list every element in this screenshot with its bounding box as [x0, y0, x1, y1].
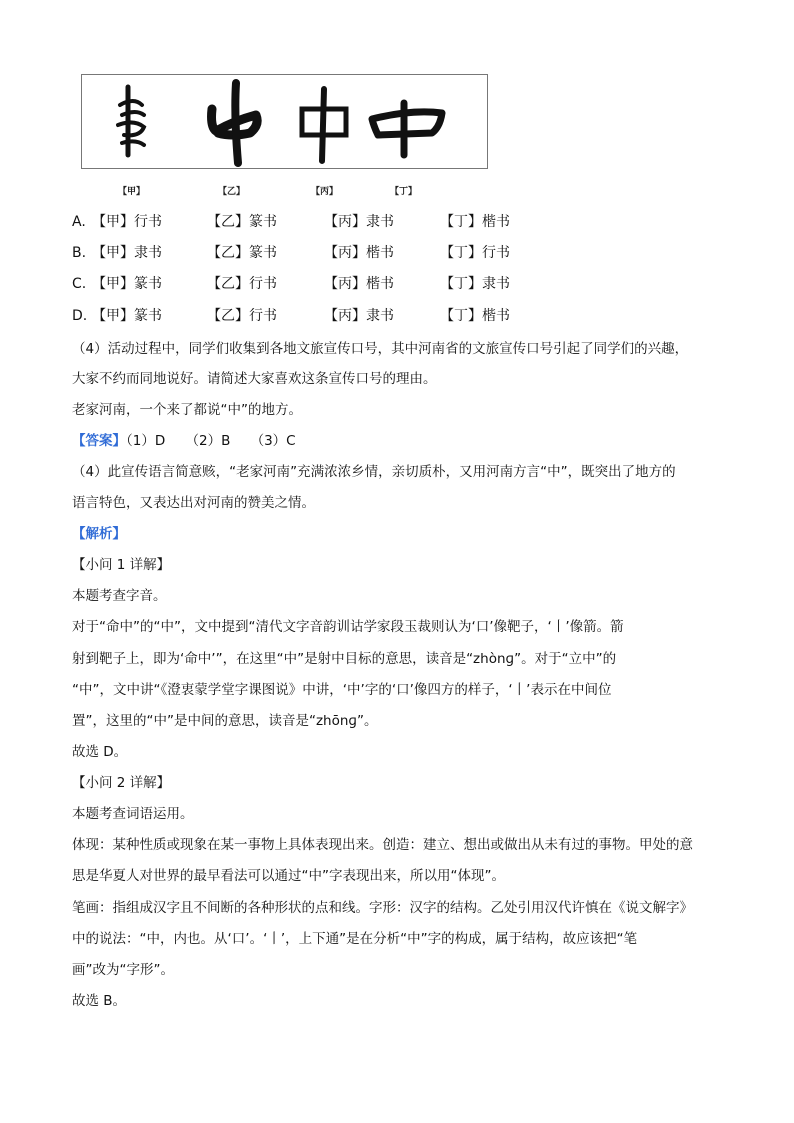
answer-line: 语言特色，又表达出对河南的赞美之情。	[72, 495, 315, 511]
option-b	[72, 243, 572, 263]
option-item: 【丁】隶书	[440, 276, 510, 292]
analysis-line: 故选 D。	[72, 744, 128, 760]
option-item: 【丙】楷书	[324, 276, 394, 292]
answer-line: （4）此宣传语言简意赅，“老家河南”充满浓浓乡情，亲切质朴，又用河南方言“中”，既突出了地方的	[72, 464, 676, 480]
glyph-bing	[302, 89, 346, 161]
option-item: 【甲】篆书	[92, 308, 162, 324]
analysis-line: 体现：某种性质或现象在某一事物上具体表现出来。创造：建立、想出或做出从未有过的事物。甲处的意	[72, 837, 693, 853]
option-item: 【丁】楷书	[440, 308, 510, 324]
glyph-ding	[372, 103, 442, 155]
option-item: 【丙】隶书	[324, 214, 394, 230]
option-letter: A.	[72, 214, 86, 230]
analysis-line: 本题考查词语运用。	[72, 806, 194, 822]
glyph-yi	[212, 83, 258, 163]
figure-label: 【甲】	[118, 187, 146, 197]
analysis-line: 置”，这里的“中”是中间的意思，读音是“zhōnɡ”。	[72, 713, 378, 729]
analysis-tag: 【解析】	[72, 526, 126, 542]
sub-question-title: 【小问 1 详解】	[72, 557, 171, 573]
option-letter: C.	[72, 276, 87, 292]
slogan: 老家河南，一个来了都说“中”的地方。	[72, 402, 302, 418]
figure-label: 【丁】	[390, 187, 418, 197]
option-item: 【甲】行书	[92, 214, 162, 230]
question-4-line: （4）活动过程中，同学们收集到各地文旅宣传口号，其中河南省的文旅宣传口号引起了同学们的兴趣，	[72, 341, 689, 357]
option-item: 【丁】楷书	[440, 214, 510, 230]
calligraphy-figure	[81, 74, 488, 169]
calligraphy-image	[82, 75, 487, 168]
option-letter: B.	[72, 245, 87, 261]
glyph-jia	[118, 87, 144, 155]
figure-label: 【丙】	[311, 187, 339, 197]
option-item: 【乙】行书	[207, 276, 277, 292]
figure-labels	[0, 184, 794, 198]
option-item: 【丁】行书	[440, 245, 510, 261]
option-item: 【甲】篆书	[92, 276, 162, 292]
answer-line	[72, 431, 296, 451]
option-item: 【乙】篆书	[207, 245, 277, 261]
answer-text: （1）D （2）B （3）C	[126, 433, 296, 449]
analysis-line: 故选 B。	[72, 993, 127, 1009]
analysis-line: “中”，文中讲“《澄衷蒙学堂字课图说》中讲，‘中’字的‘口’像四方的样子，‘丨’表示在中间位	[72, 682, 612, 698]
option-item: 【乙】行书	[207, 308, 277, 324]
option-letter: D.	[72, 308, 88, 324]
answer-tag: 【答案】	[72, 433, 126, 449]
option-a	[72, 212, 572, 232]
option-item: 【乙】篆书	[207, 214, 277, 230]
analysis-line: 对于“命中”的“中”，文中提到“清代文字音韵训诂学家段玉裁则认为‘口’像靶子，‘丨’像箭。箭	[72, 619, 624, 635]
analysis-line: 思是华夏人对世界的最早看法可以通过“中”字表现出来，所以用“体现”。	[72, 868, 505, 884]
sub-question-title: 【小问 2 详解】	[72, 775, 171, 791]
analysis-line: 笔画：指组成汉字且不间断的各种形状的点和线。字形：汉字的结构。乙处引用汉代许慎在《说文解字》	[72, 900, 693, 916]
question-4-line: 大家不约而同地说好。请简述大家喜欢这条宣传口号的理由。	[72, 371, 437, 387]
analysis-line: 中的说法：“中，内也。从‘口’。‘丨’，上下通”是在分析“中”字的构成，属于结构，故应该把“笔	[72, 931, 638, 947]
option-item: 【丙】隶书	[324, 308, 394, 324]
option-item: 【丙】楷书	[324, 245, 394, 261]
option-item: 【甲】隶书	[92, 245, 162, 261]
analysis-line: 画”改为“字形”。	[72, 962, 174, 978]
analysis-line: 本题考查字音。	[72, 588, 167, 604]
option-d	[72, 306, 572, 326]
figure-label: 【乙】	[218, 187, 246, 197]
analysis-line: 射到靶子上，即为‘命中’”，在这里“中”是射中目标的意思，读音是“zhònɡ”。对于“立中”的	[72, 651, 617, 667]
option-c	[72, 274, 572, 294]
